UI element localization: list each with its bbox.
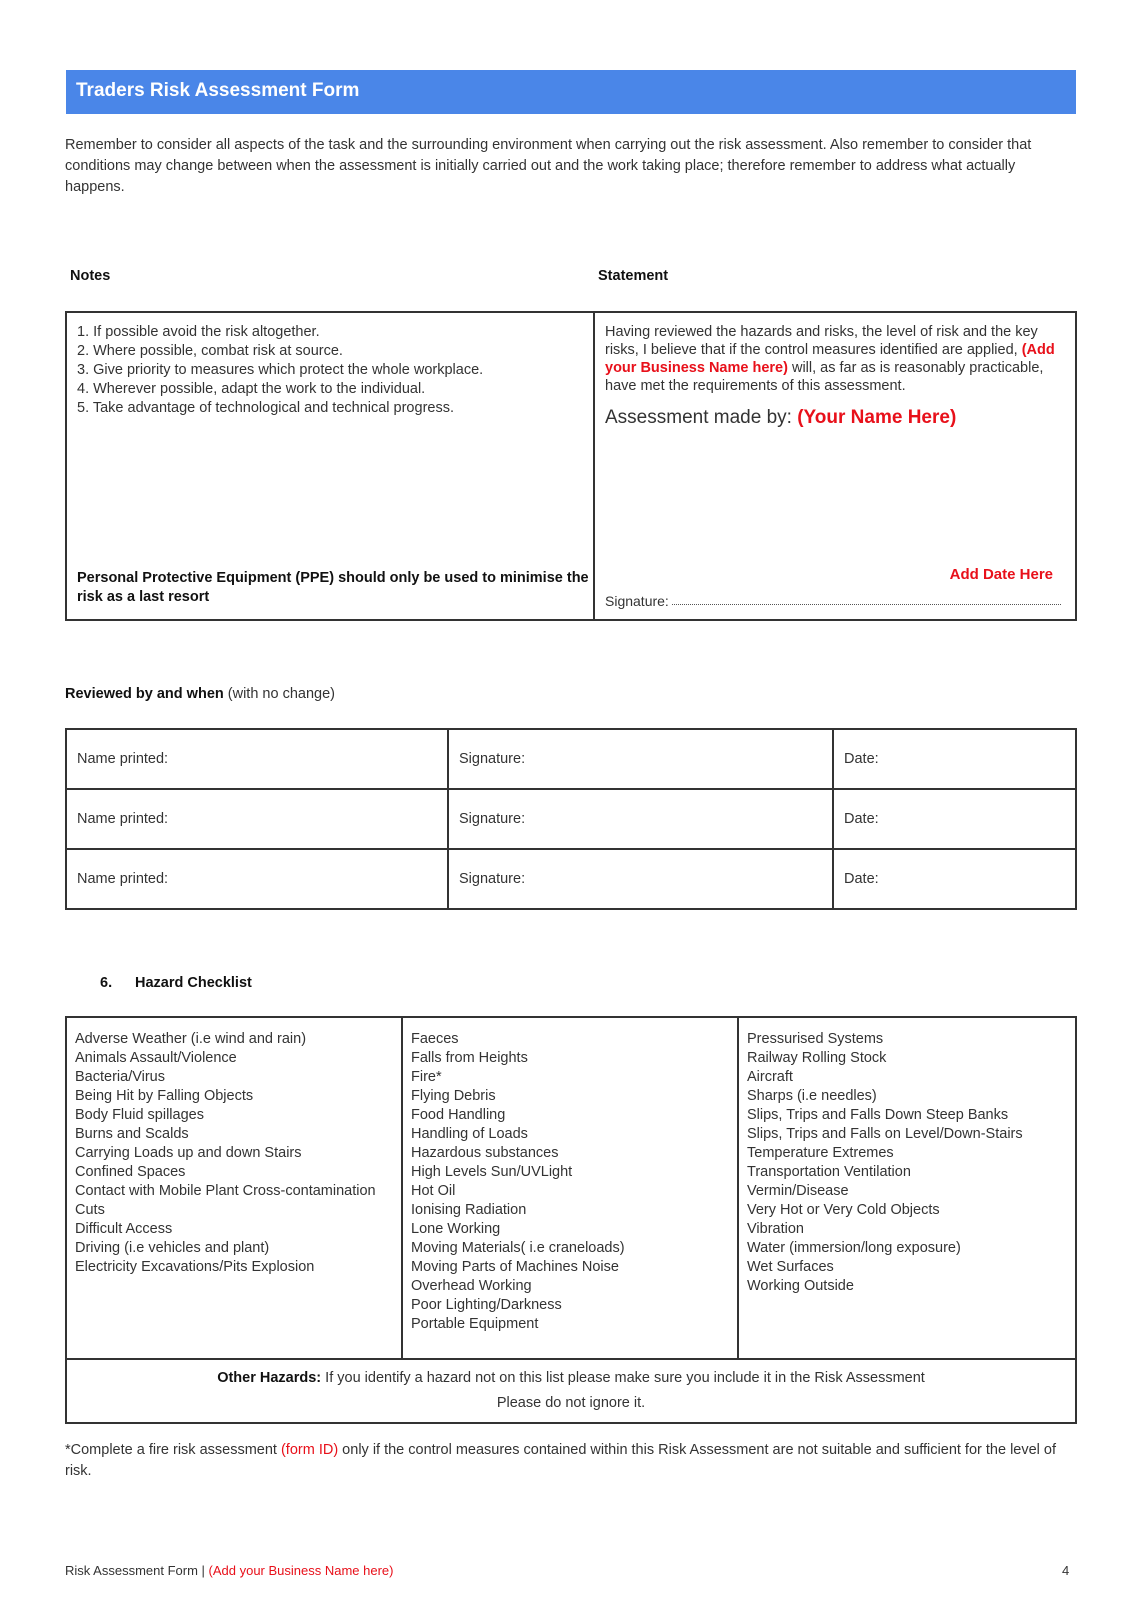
hazard-item: Sharps (i.e needles) xyxy=(747,1088,877,1104)
hazard-item: Burns and Scalds xyxy=(75,1126,189,1142)
hazard-item: Adverse Weather (i.e wind and rain) xyxy=(75,1031,307,1047)
hazard-item: Transportation Ventilation xyxy=(747,1164,911,1180)
note-item: 3. Give priority to measures which protect the whole workplace. xyxy=(77,362,484,378)
hazard-item: Falls from Heights xyxy=(411,1050,528,1066)
note-item: 2. Where possible, combat risk at source. xyxy=(77,343,343,359)
hazard-item: Moving Materials( i.e craneloads) xyxy=(411,1240,625,1256)
name-printed-field[interactable]: Name printed: xyxy=(66,849,448,909)
statement-cell xyxy=(594,312,1076,620)
ppe-note: Personal Protective Equipment (PPE) should only be used to minimise the risk as a last resort xyxy=(77,570,589,605)
hazard-item: Slips, Trips and Falls on Level/Down-Stairs xyxy=(747,1126,1023,1142)
hazard-item: Ionising Radiation xyxy=(411,1202,527,1218)
notes-cell xyxy=(66,312,594,620)
hazard-item: Hazardous substances xyxy=(411,1145,559,1161)
page-footer: Risk Assessment Form | (Add your Business Name here) xyxy=(65,1563,394,1578)
date-placeholder[interactable]: Add Date Here xyxy=(949,566,1053,583)
intro-text: Remember to consider all aspects of the task and the surrounding environment when carrying out the risk assessment. Also remember to consider that conditions may change between when the assessment is initially carried out and the work taking place; therefore remember to address what actually happens. xyxy=(65,137,1032,195)
hazard-item: Difficult Access xyxy=(75,1221,173,1237)
hazard-item: Carrying Loads up and down Stairs xyxy=(75,1145,302,1161)
form-title: Traders Risk Assessment Form xyxy=(66,70,1076,114)
hazard-column-1 xyxy=(66,1017,402,1359)
hazard-item: Being Hit by Falling Objects xyxy=(75,1088,254,1104)
checklist-title: Hazard Checklist xyxy=(135,975,252,991)
hazard-item: Fire* xyxy=(411,1069,442,1085)
hazard-item: Pressurised Systems xyxy=(747,1031,884,1047)
hazard-item: Confined Spaces xyxy=(75,1164,186,1180)
hazard-item: Slips, Trips and Falls Down Steep Banks xyxy=(747,1107,1009,1123)
page-number: 4 xyxy=(1062,1563,1070,1578)
reviewed-heading: Reviewed by and when (with no change) xyxy=(65,686,335,702)
date-field[interactable]: Date: xyxy=(833,789,1076,849)
hazard-item: Aircraft xyxy=(747,1069,793,1085)
hazard-item: Moving Parts of Machines Noise xyxy=(411,1259,619,1275)
hazard-item: Temperature Extremes xyxy=(747,1145,894,1161)
hazard-item: Hot Oil xyxy=(411,1183,456,1199)
note-item: 4. Wherever possible, adapt the work to the individual. xyxy=(77,381,426,397)
date-field[interactable]: Date: xyxy=(833,849,1076,909)
fire-footnote: *Complete a fire risk assessment (form ID) only if the control measures contained within this Risk Assessment are not suitable and sufficient for the level of risk. xyxy=(65,1442,1057,1479)
hazard-item: Very Hot or Very Cold Objects xyxy=(747,1202,940,1218)
notes-list xyxy=(77,323,583,418)
hazard-item: Vermin/Disease xyxy=(747,1183,849,1199)
hazard-item: Flying Debris xyxy=(411,1088,496,1104)
hazard-item: Railway Rolling Stock xyxy=(747,1050,887,1066)
hazard-item: Food Handling xyxy=(411,1107,506,1123)
reviewed-row xyxy=(66,789,1076,849)
note-item: 5. Take advantage of technological and technical progress. xyxy=(77,400,454,416)
hazard-item: Body Fluid spillages xyxy=(75,1107,204,1123)
signature-field[interactable]: Signature: xyxy=(448,729,833,789)
notes-label: Notes xyxy=(70,268,111,284)
hazard-item: Wet Surfaces xyxy=(747,1259,834,1275)
hazard-item: Vibration xyxy=(747,1221,804,1237)
name-printed-field[interactable]: Name printed: xyxy=(66,729,448,789)
hazard-item: Faeces xyxy=(411,1031,459,1047)
hazard-item: Water (immersion/long exposure) xyxy=(747,1240,961,1256)
hazard-item: Animals Assault/Violence xyxy=(75,1050,237,1066)
other-hazards-cell: Other Hazards: If you identify a hazard not on this list please make sure you include it in the Risk Assessment Please do not ignore it. xyxy=(66,1359,1076,1423)
hazard-item: Overhead Working xyxy=(411,1278,532,1294)
checklist-number: 6. xyxy=(100,975,113,991)
hazard-item: High Levels Sun/UVLight xyxy=(411,1164,573,1180)
your-name-placeholder[interactable]: (Your Name Here) xyxy=(797,407,957,428)
date-field[interactable]: Date: xyxy=(833,729,1076,789)
hazard-checklist-table xyxy=(65,1016,1077,1424)
hazard-item: Portable Equipment xyxy=(411,1316,539,1332)
hazard-item: Bacteria/Virus xyxy=(75,1069,165,1085)
hazard-column-2 xyxy=(402,1017,738,1359)
statement-label: Statement xyxy=(598,268,669,284)
hazard-item: Driving (i.e vehicles and plant) xyxy=(75,1240,270,1256)
hazard-item: Handling of Loads xyxy=(411,1126,528,1142)
assessment-made-by: Assessment made by: (Your Name Here) xyxy=(605,407,957,428)
hazard-item: Electricity Excavations/Pits Explosion xyxy=(75,1259,315,1275)
signature-field[interactable]: Signature: xyxy=(448,849,833,909)
reviewed-row xyxy=(66,849,1076,909)
reviewed-table xyxy=(65,728,1077,910)
note-item: 1. If possible avoid the risk altogether. xyxy=(77,324,320,340)
hazard-column-3 xyxy=(738,1017,1076,1359)
signature-field[interactable]: Signature: xyxy=(448,789,833,849)
notes-statement-table xyxy=(65,311,1077,621)
hazard-item: Poor Lighting/Darkness xyxy=(411,1297,562,1313)
name-printed-field[interactable]: Name printed: xyxy=(66,789,448,849)
hazard-item: Working Outside xyxy=(747,1278,854,1294)
signature-line[interactable]: Signature: xyxy=(605,593,1061,609)
business-name-placeholder[interactable]: (Add your Business Name here) xyxy=(605,342,1055,376)
statement-text: Having reviewed the hazards and risks, the level of risk and the key risks, I believe that if the control measures identified are applied, (Add your Business Name here) will, as far as is reasonably practicable, have met the requirements of this assessment. xyxy=(605,324,1055,394)
reviewed-row xyxy=(66,729,1076,789)
hazard-item: Cuts xyxy=(75,1202,105,1218)
hazard-item: Contact with Mobile Plant Cross-contamination xyxy=(75,1183,376,1199)
hazard-item: Lone Working xyxy=(411,1221,501,1237)
